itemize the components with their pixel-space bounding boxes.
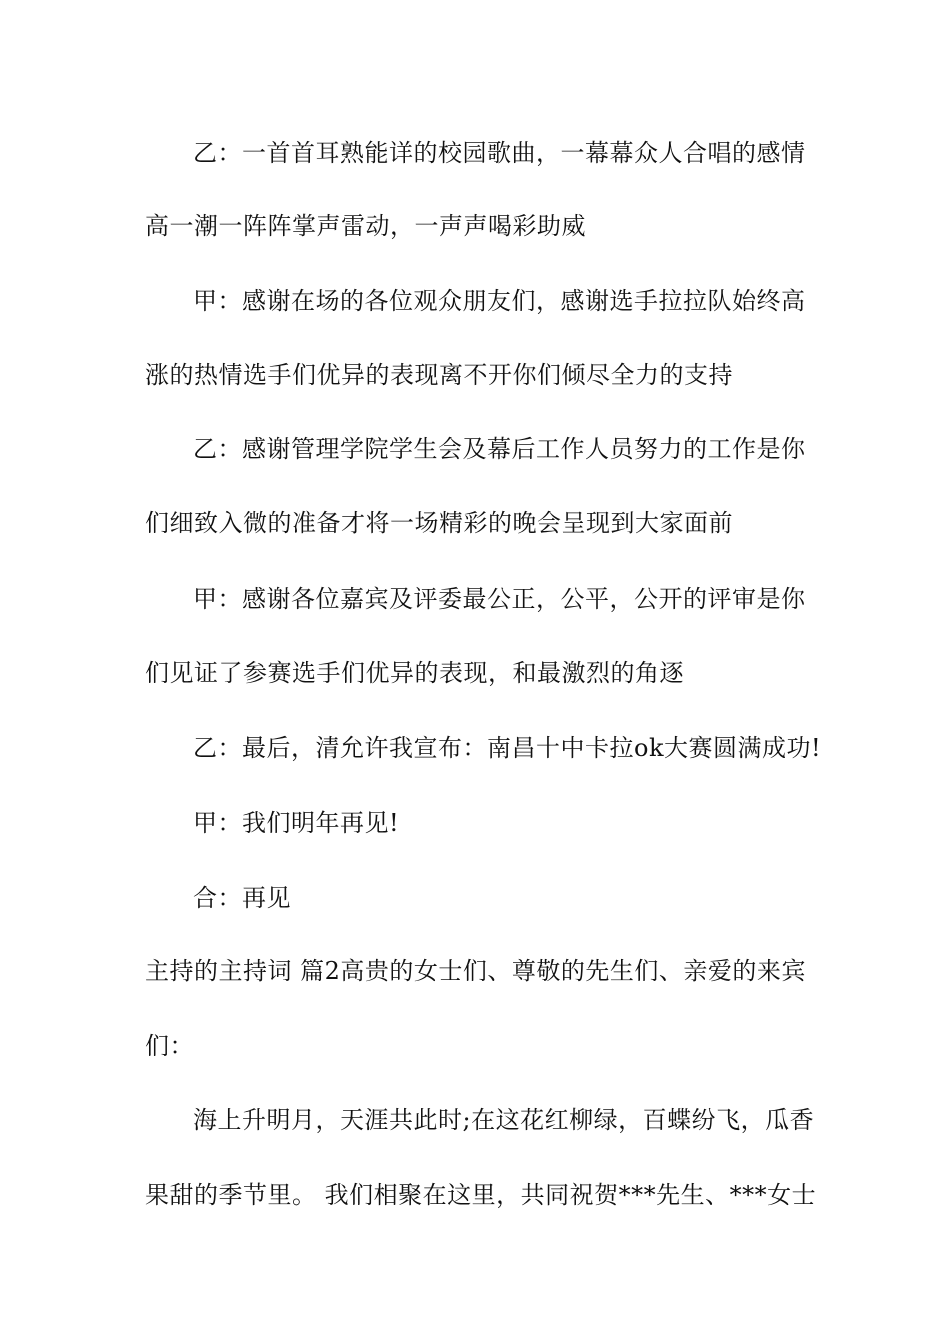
paragraph-line-5: 乙：感谢管理学院学生会及幕后工作人员努力的工作是你 bbox=[193, 435, 806, 463]
paragraph-line-2: 高一潮一阵阵掌声雷动，一声声喝彩助威 bbox=[145, 212, 586, 240]
paragraph-line-8: 们见证了参赛选手们优异的表现，和最激烈的角逐 bbox=[145, 659, 684, 687]
paragraph-line-13: 们： bbox=[145, 1032, 194, 1060]
paragraph-line-15: 果甜的季节里。 我们相聚在这里，共同祝贺***先生、***女士 bbox=[145, 1181, 817, 1209]
paragraph-line-4: 涨的热情选手们优异的表现离不开你们倾尽全力的支持 bbox=[145, 361, 733, 389]
paragraph-line-1: 乙：一首首耳熟能详的校园歌曲，一幕幕众人合唱的感情 bbox=[193, 139, 806, 167]
paragraph-line-11: 合：再见 bbox=[193, 884, 291, 912]
paragraph-line-9: 乙：最后，清允许我宣布：南昌十中卡拉ok大赛圆满成功! bbox=[193, 734, 822, 762]
paragraph-line-3: 甲：感谢在场的各位观众朋友们，感谢选手拉拉队始终高 bbox=[193, 287, 806, 315]
paragraph-line-10: 甲：我们明年再见! bbox=[193, 809, 400, 837]
paragraph-line-12: 主持的主持词 篇2高贵的女士们、尊敬的先生们、亲爱的来宾 bbox=[145, 957, 806, 985]
paragraph-line-7: 甲：感谢各位嘉宾及评委最公正，公平，公开的评审是你 bbox=[193, 585, 806, 613]
paragraph-line-14: 海上升明月，天涯共此时;在这花红柳绿，百蝶纷飞，瓜香 bbox=[193, 1106, 815, 1134]
paragraph-line-6: 们细致入微的准备才将一场精彩的晚会呈现到大家面前 bbox=[145, 509, 733, 537]
